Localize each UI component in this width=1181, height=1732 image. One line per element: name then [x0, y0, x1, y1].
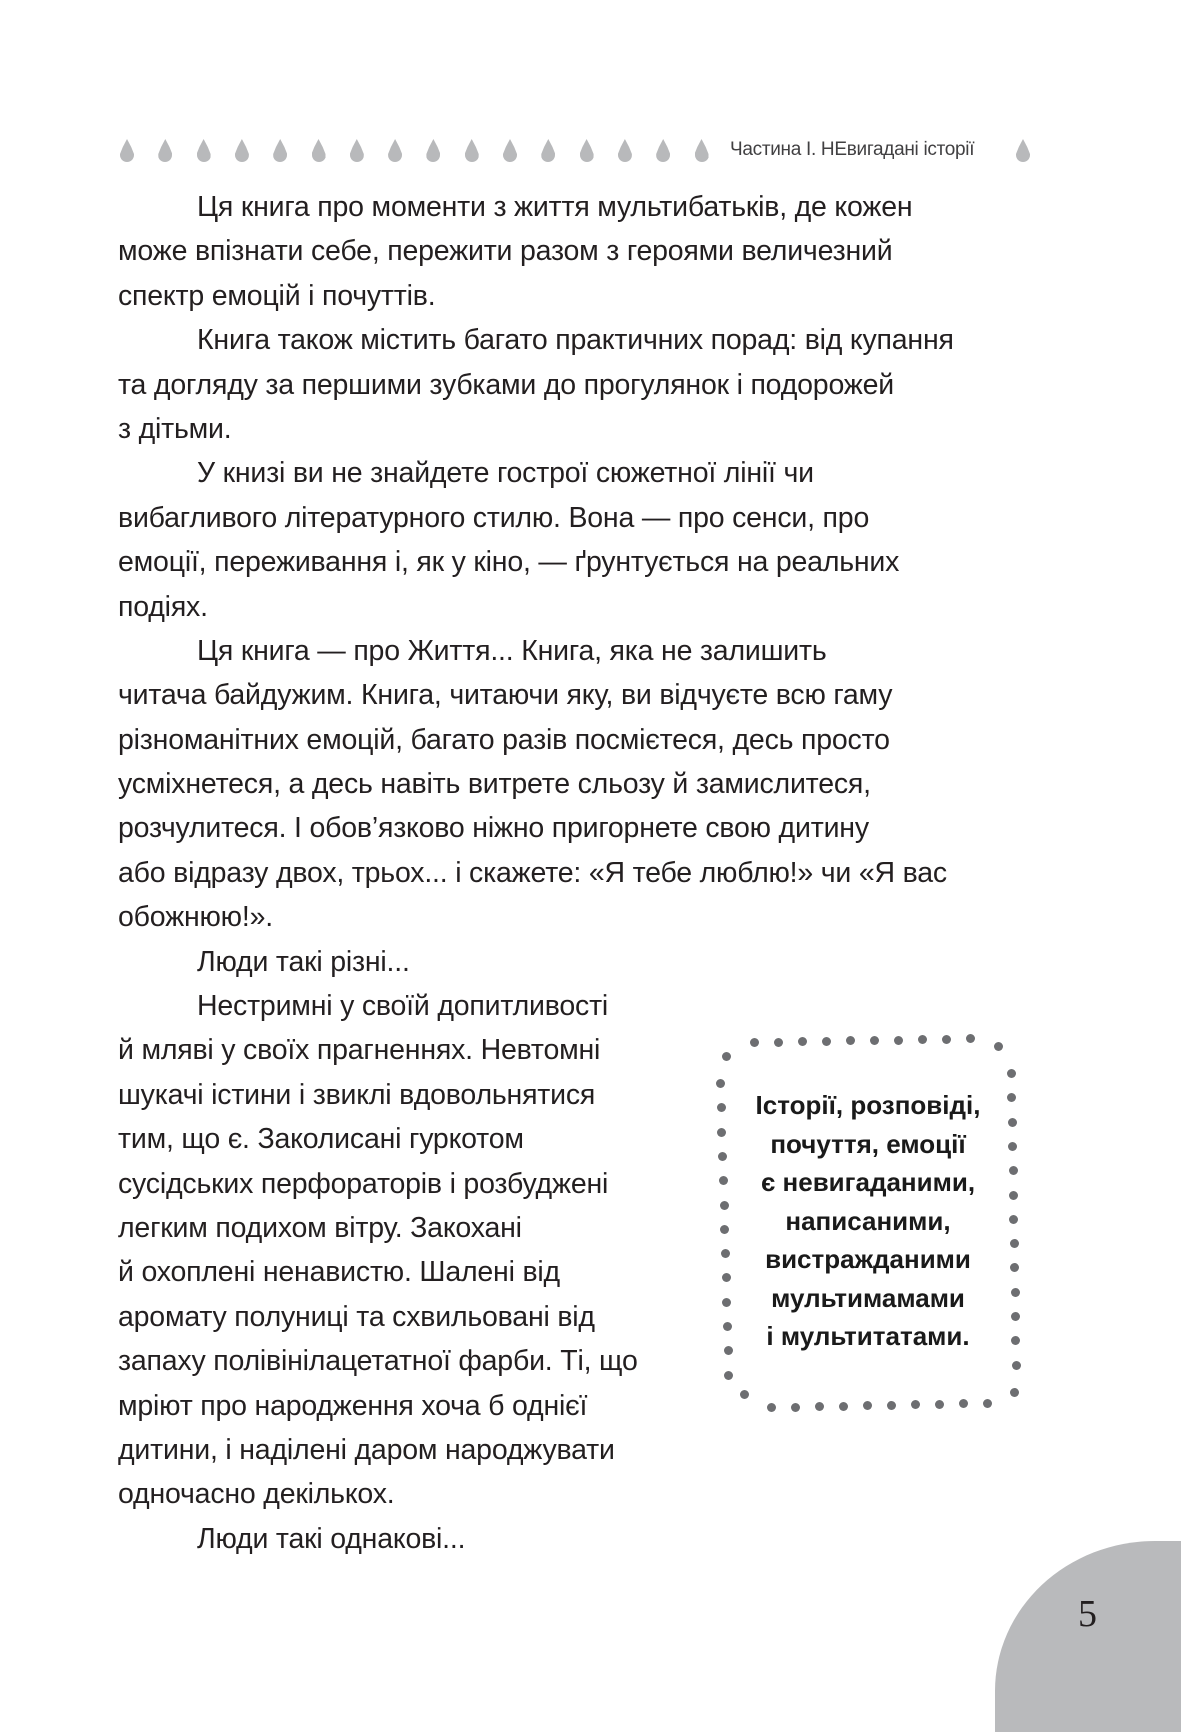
drop-icon: [618, 139, 632, 162]
drop-icon: [312, 139, 326, 162]
page-number: 5: [1078, 1593, 1097, 1635]
text-line: аромату полуниці та схвильовані від: [118, 1300, 595, 1333]
text-line: з дітьми.: [118, 412, 232, 445]
text-line: запаху полівінілацетатної фарби. Ті, що: [118, 1345, 638, 1378]
drop-icon: [158, 139, 172, 162]
border-dot: [716, 1079, 725, 1088]
border-dot: [717, 1128, 726, 1137]
border-dot: [1009, 1191, 1018, 1200]
callout-line: написаними,: [785, 1205, 951, 1236]
page-number-tab: [995, 1541, 1181, 1732]
border-dot: [935, 1400, 944, 1409]
drop-icon: [580, 139, 594, 162]
border-dot: [740, 1390, 749, 1399]
border-dot: [719, 1176, 728, 1185]
text-line: усміхнетеся, а десь навіть витрете сльозу й замислитеся,: [118, 768, 871, 801]
border-dot: [722, 1052, 731, 1061]
text-line: емоції, переживання і, як у кіно, — ґрунтується на реальних: [118, 546, 900, 579]
text-line: мріют про народження хоча б однієї: [118, 1389, 588, 1422]
drop-icon: [465, 139, 479, 162]
drop-icon: [426, 139, 440, 162]
border-dot: [846, 1036, 855, 1045]
drop-icon: [273, 139, 287, 162]
text-line: У книзі ви не знайдете гострої сюжетної лінії чи: [197, 457, 814, 490]
callout-line: Історії, розповіді,: [755, 1090, 981, 1120]
border-dot: [1009, 1166, 1018, 1175]
text-line: Ця книга про моменти з життя мультибатьків, де кожен: [197, 191, 913, 223]
border-dot: [887, 1401, 896, 1410]
text-line: розчулитеся. І обов’язково ніжно пригорнете свою дитину: [118, 812, 869, 845]
drop-icon: [695, 139, 709, 162]
text-line: та догляду за першими зубками до прогулянок і подорожей: [118, 368, 895, 401]
drop-icon: [1016, 139, 1030, 162]
border-dot: [750, 1038, 759, 1047]
border-dot: [721, 1249, 730, 1258]
drop-icon: [235, 139, 249, 162]
border-dot: [966, 1034, 975, 1043]
text-line: сусідських перфораторів і розбуджені: [118, 1167, 609, 1200]
border-dot: [1007, 1069, 1016, 1078]
drop-icon: [350, 139, 364, 162]
border-dot: [959, 1399, 968, 1408]
border-dot: [720, 1225, 729, 1234]
border-dot: [918, 1035, 927, 1044]
text-line: спектр емоцій і почуттів.: [118, 279, 436, 312]
text-line: подіях.: [118, 590, 208, 623]
text-line: читача байдужим. Книга, читаючи яку, ви відчуєте всю гаму: [118, 679, 893, 712]
running-title: Частина І. НЕвигадані історії: [730, 139, 975, 160]
drop-icon: [541, 139, 555, 162]
text-line: різноманітних емоцій, багато разів посмієтеся, десь просто: [118, 723, 890, 756]
border-dot: [774, 1038, 783, 1047]
text-line: дитини, і наділені даром народжувати: [118, 1433, 615, 1466]
border-dot: [839, 1402, 848, 1411]
border-dot: [1008, 1118, 1017, 1127]
callout-box: [712, 1028, 1024, 1416]
text-line: або відразу двох, трьох... і скажете: «Я тебе люблю!» чи «Я вас: [118, 856, 947, 889]
callout-line: є невигаданими,: [760, 1167, 976, 1197]
callout-line: вистражданими: [765, 1244, 971, 1274]
border-dot: [911, 1400, 920, 1409]
border-dot: [894, 1036, 903, 1045]
border-dot: [717, 1103, 726, 1112]
callout-line: мультимамами: [771, 1282, 965, 1313]
border-dot: [722, 1273, 731, 1282]
text-line: й мляві у своїх прагненнях. Невтомні: [118, 1034, 601, 1067]
drop-icon: [503, 139, 517, 162]
border-dot: [767, 1403, 776, 1412]
border-dot: [1011, 1288, 1020, 1297]
border-dot: [724, 1346, 733, 1355]
text-line: Книга також містить багато практичних порад: від купання: [197, 324, 954, 357]
border-dot: [870, 1036, 879, 1045]
border-dot: [1010, 1239, 1019, 1248]
text-line: Нестримні у своїй допитливості: [197, 990, 609, 1023]
drop-icon: [656, 139, 670, 162]
border-dot: [720, 1201, 729, 1210]
callout-text: [712, 1086, 1024, 1356]
border-dot: [718, 1152, 727, 1161]
text-line: Люди такі однакові...: [197, 1522, 466, 1555]
drop-icon: [197, 139, 211, 162]
text-line: шукачі істини і звиклі вдовольнятися: [118, 1078, 596, 1111]
text-line: обожнюю!».: [118, 901, 273, 934]
text-line: Ця книга — про Життя... Книга, яка не залишить: [197, 634, 827, 667]
text-line: може впізнати себе, пережити разом з героями величезний: [118, 235, 893, 268]
callout-line: і мультитатами.: [766, 1321, 970, 1351]
drop-icon: [120, 139, 134, 162]
text-line: одночасно декількох.: [118, 1478, 395, 1511]
border-dot: [722, 1298, 731, 1307]
text-line: легким подихом вітру. Закохані: [118, 1211, 522, 1244]
border-dot: [798, 1037, 807, 1046]
border-dot: [1011, 1312, 1020, 1321]
border-dot: [983, 1399, 992, 1408]
border-dot: [1010, 1388, 1019, 1397]
drop-icon: [388, 139, 402, 162]
border-dot: [723, 1322, 732, 1331]
text-line: Люди такі різні...: [197, 945, 410, 978]
border-dot: [1012, 1361, 1021, 1370]
border-dot: [822, 1037, 831, 1046]
border-dot: [724, 1371, 733, 1380]
callout-line: почуття, емоції: [770, 1128, 966, 1159]
border-dot: [942, 1035, 951, 1044]
text-line: й охоплені ненавистю. Шалені від: [118, 1256, 560, 1289]
border-dot: [791, 1403, 800, 1412]
text-line: вибагливого літературного стилю. Вона — про сенси, про: [118, 501, 870, 534]
border-dot: [994, 1042, 1003, 1051]
border-dot: [863, 1401, 872, 1410]
text-line: тим, що є. Заколисані гуркотом: [118, 1123, 524, 1156]
border-dot: [815, 1402, 824, 1411]
